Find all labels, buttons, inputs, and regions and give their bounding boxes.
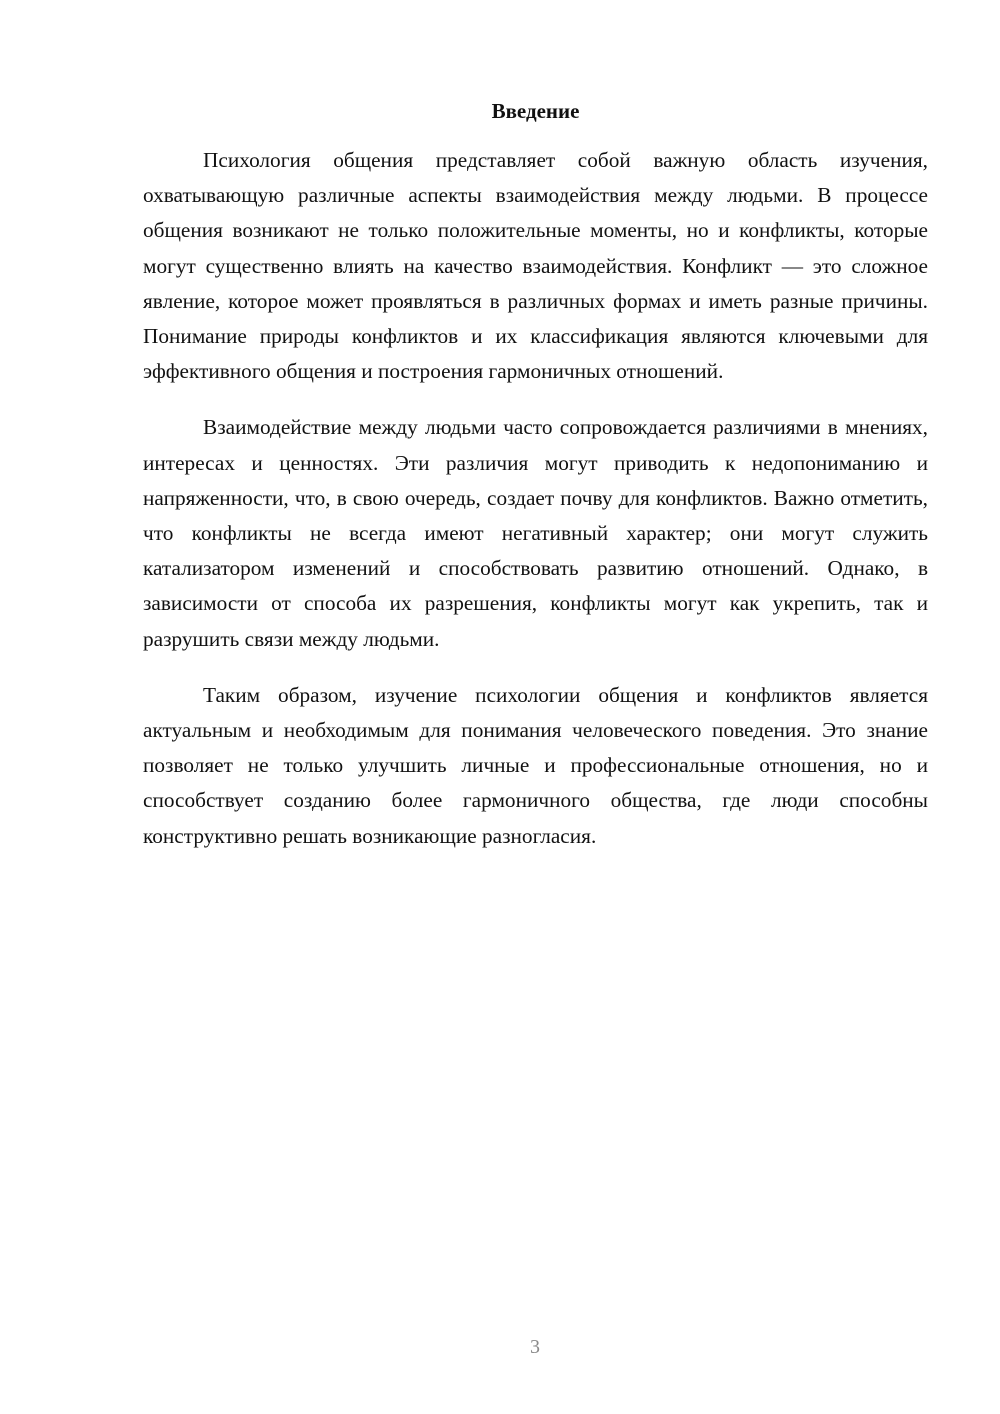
body-text bbox=[143, 143, 928, 875]
paragraph-1: Психология общения представляет собой важную область изучения, охватывающую различные аспекты взаимодействия между людьми. В процессе общения возникают не только положительные моменты, но и конфликты, которые могут существенно влиять на качество взаимодействия. Конфликт — это сложное явление, которое может проявляться в различных формах и иметь разные причины. Понимание природы конфликтов и их классификация являются ключевыми для эффективного общения и построения гармоничных отношений. bbox=[143, 148, 928, 384]
paragraph-2: Взаимодействие между людьми часто сопровождается различиями в мнениях, интересах и ценностях. Эти различия могут приводить к недопониманию и напряженности, что, в свою очередь, создает почву для конфликтов. Важно отметить, что конфликты не всегда имеют негативный характер; они могут служить катализатором изменений и способствовать развитию отношений. Однако, в зависимости от способа их разрешения, конфликты могут как укрепить, так и разрушить связи между людьми. bbox=[143, 415, 928, 651]
paragraph-3: Таким образом, изучение психологии общения и конфликтов является актуальным и необходимым для понимания человеческого поведения. Это знание позволяет не только улучшить личные и профессиональные отношения, но и способствует созданию более гармоничного общества, где люди способны конструктивно решать возникающие разногласия. bbox=[143, 682, 928, 848]
section-heading: Введение bbox=[491, 99, 580, 123]
page-number: 3 bbox=[530, 1336, 540, 1358]
